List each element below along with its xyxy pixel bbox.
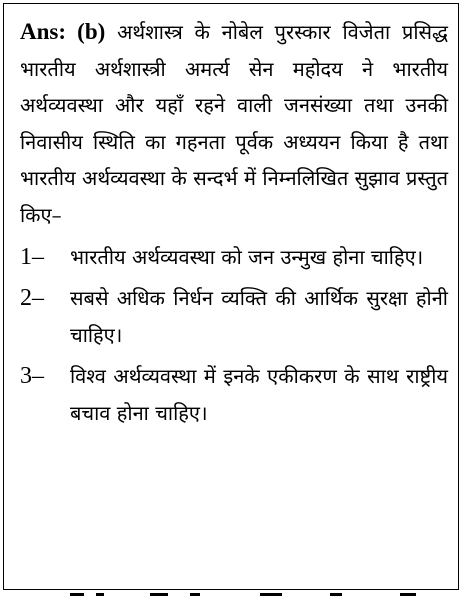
- answer-intro: अर्थशास्त्र के नोबेल पुरस्कार विजेता प्रसिद्ध भारतीय अर्थशास्त्री अमर्त्य सेन महोदय ने भारतीय अर्थव्यवस्था और यहाँ रहने वाली जनसंख्या तथा उनकी निवासीय स्थिति का गहनता पूर्वक अध्ययन किया है तथा भारतीय अर्थव्यवस्था के सन्दर्भ में निम्नलिखित सुझाव प्रस्तुत किए–: [20, 20, 449, 227]
- list-item: [20, 239, 448, 276]
- answer-content: [20, 14, 448, 432]
- list-item: [20, 358, 448, 431]
- list-item-number: 3–: [20, 363, 44, 390]
- list-item-text: विश्व अर्थव्यवस्था में इनके एकीकरण के साथ राष्ट्रीय बचाव होना चाहिए।: [70, 364, 448, 425]
- answer-box: [3, 3, 459, 590]
- answer-paragraph: [20, 14, 448, 234]
- cropped-next-line: [0, 593, 464, 600]
- list-item: [20, 280, 448, 353]
- list-item-number: 1–: [20, 243, 44, 270]
- list-item-text: सबसे अधिक निर्धन व्यक्ति की आर्थिक सुरक्षा होनी चाहिए।: [70, 286, 448, 347]
- list-item-text: भारतीय अर्थव्यवस्था को जन उन्मुख होना चाहिए।: [70, 244, 424, 269]
- list-item-number: 2–: [20, 285, 44, 312]
- answer-label: Ans: (b): [20, 19, 106, 44]
- suggestion-list: [20, 239, 448, 432]
